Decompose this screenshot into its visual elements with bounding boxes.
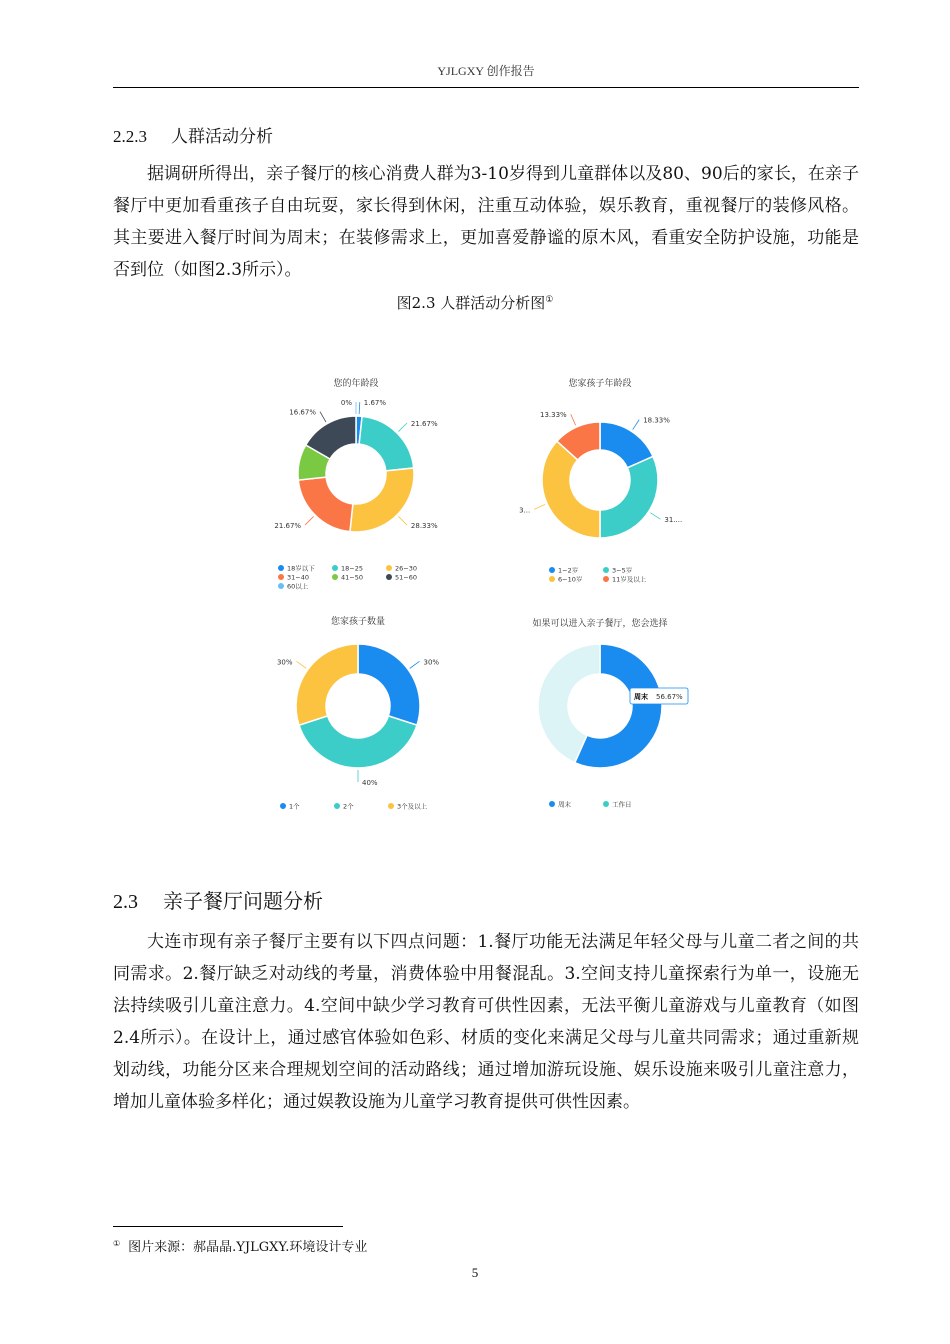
- page-number: 5: [471, 1265, 479, 1280]
- chart-visit-time-legend-label: 工作日: [612, 800, 632, 809]
- chart-child-age-data-label: 18.33%: [643, 416, 670, 425]
- chart-panel-age: [240, 360, 476, 592]
- chart-visit-time-title: 如果可以进入亲子餐厅，您会选择: [532, 619, 668, 629]
- chart-age-legend-label: 51~60: [395, 573, 417, 582]
- chart-age-data-label: 1.67%: [363, 399, 387, 408]
- chart-age-legend-swatch: [386, 565, 392, 571]
- chart-child-age-data-label: 3...: [519, 506, 531, 515]
- footnote-rule: [113, 1226, 343, 1227]
- chart-child-count-slice: [296, 644, 358, 725]
- chart-child-age-legend-swatch: [603, 576, 609, 582]
- subsection-number: 2.2.3: [113, 127, 147, 146]
- chart-child-age-leader: [650, 513, 660, 520]
- chart-visit-time-legend-swatch: [603, 801, 609, 807]
- footnote-marker: ①: [545, 295, 554, 305]
- chart-visit-time: [532, 617, 688, 809]
- chart-age-legend-label: 41~50: [341, 573, 363, 582]
- chart-child-count-leader: [410, 661, 420, 668]
- chart-child-age-legend-label: 6~10岁: [558, 575, 583, 584]
- page-header: YJLGXY 创作报告: [437, 64, 535, 78]
- footnote: [113, 1236, 367, 1255]
- chart-age-data-label: 21.67%: [410, 420, 438, 429]
- chart-age-legend-swatch: [278, 583, 284, 589]
- section-heading: [113, 885, 323, 914]
- chart-child-count-data-label: 30%: [276, 658, 293, 667]
- chart-age-legend-label: 18~25: [341, 564, 363, 573]
- tooltip-label: 周末: [634, 693, 648, 701]
- crowd-analysis-figure: [240, 360, 720, 820]
- chart-child-count-legend-swatch: [334, 803, 340, 809]
- chart-child-age: [519, 377, 682, 584]
- footnote-text: 图片来源：郝晶晶.YJLGXY.环境设计专业: [128, 1240, 368, 1255]
- subsection-title: 人群活动分析: [171, 127, 273, 147]
- chart-child-age-leader: [534, 504, 545, 509]
- chart-child-count-legend-swatch: [280, 803, 286, 809]
- chart-visit-time-legend-swatch: [549, 801, 555, 807]
- chart-age-legend-label: 18岁以下: [287, 564, 315, 573]
- chart-child-age-leader: [633, 420, 640, 430]
- chart-child-age-legend-label: 1~2岁: [558, 566, 579, 575]
- chart-age-data-label: 16.67%: [289, 408, 316, 417]
- chart-child-age-legend-swatch: [603, 567, 609, 573]
- chart-child-age-title: 您家孩子年龄段: [568, 379, 632, 389]
- figure-caption-text: 图2.3 人群活动分析图: [396, 294, 546, 312]
- chart-age-legend-label: 60以上: [287, 582, 309, 591]
- paragraph-problem-analysis: 大连市现有亲子餐厅主要有以下四点问题：1.餐厅功能无法满足年轻父母与儿童二者之间的共同需求。2.餐厅缺乏对动线的考量，消费体验中用餐混乱。3.空间支持儿童探索行为单一，设施无法持续吸引儿童注意力。4.空间中缺少学习教育可供性因素，无法平衡儿童游戏与儿童教育（如图2.4所示）。在设计上，通过感官体验如色彩、材质的变化来满足父母与儿童共同需求；通过重新规划动线，功能分区来合理规划空间的活动路线；通过增加游玩设施、娱乐设施来吸引儿童注意力，增加儿童体验多样化；通过娱教设施为儿童学习教育提供可供性因素。: [113, 932, 859, 1112]
- chart-tooltip: [630, 688, 688, 704]
- chart-child-count-legend-label: 1个: [289, 802, 300, 811]
- chart-child-count-slice: [358, 644, 420, 725]
- footnote-mark: ①: [113, 1238, 121, 1248]
- paragraph-crowd-analysis: 据调研所得出，亲子餐厅的核心消费人群为3-10岁得到儿童群体以及80、90后的家长，在亲子餐厅中更加看重孩子自由玩耍，家长得到休闲，注重互动体验，娱乐教育，重视餐厅的装修风格。其主要进入餐厅时间为周末；在装修需求上，更加喜爱静谧的原木风，看重安全防护设施，功能是否到位（如图2.3所示）。: [113, 164, 859, 280]
- chart-age-data-label: 28.33%: [410, 521, 438, 530]
- chart-age-data-label: 0%: [340, 399, 352, 407]
- subsection-heading: [113, 122, 273, 147]
- section-title: 亲子餐厅问题分析: [163, 889, 323, 913]
- chart-age-legend-swatch: [332, 565, 338, 571]
- chart-age-data-label: 21.67%: [274, 521, 302, 530]
- chart-child-count-data-label: 30%: [423, 658, 440, 667]
- chart-child-age-leader: [571, 414, 576, 425]
- chart-child-age-legend-label: 11岁及以上: [612, 575, 647, 584]
- header-rule: [113, 87, 859, 88]
- chart-child-age-legend-swatch: [549, 576, 555, 582]
- chart-child-age-data-label: 13.33%: [540, 411, 567, 420]
- tooltip-value: 56.67%: [656, 693, 683, 701]
- chart-child-count-slice: [299, 716, 417, 768]
- chart-child-count: [277, 615, 439, 811]
- chart-child-count-legend-swatch: [388, 803, 394, 809]
- chart-age-title: 您的年龄段: [333, 379, 379, 389]
- section-number: 2.3: [113, 891, 138, 913]
- chart-child-count-legend-label: 2个: [343, 802, 354, 811]
- chart-age-legend-swatch: [278, 574, 284, 580]
- chart-age-legend-swatch: [278, 565, 284, 571]
- chart-child-count-title: 您家孩子数量: [330, 617, 386, 627]
- chart-child-age-data-label: 31....: [664, 516, 683, 525]
- figure-caption: [0, 292, 950, 313]
- chart-visit-time-legend-label: 周末: [558, 800, 571, 809]
- chart-child-count-legend-label: 3个及以上: [397, 802, 428, 811]
- chart-child-age-slice: [600, 456, 658, 538]
- chart-child-age-slice: [542, 441, 600, 538]
- chart-child-age-legend-swatch: [549, 567, 555, 573]
- chart-age-legend-label: 31~40: [287, 573, 309, 582]
- chart-age-legend-swatch: [332, 574, 338, 580]
- chart-age-legend-swatch: [386, 574, 392, 580]
- chart-child-count-data-label: 40%: [362, 779, 378, 787]
- chart-child-count-leader: [297, 661, 307, 668]
- chart-age-legend-label: 26~30: [395, 564, 417, 573]
- chart-child-age-legend-label: 3~5岁: [612, 566, 633, 575]
